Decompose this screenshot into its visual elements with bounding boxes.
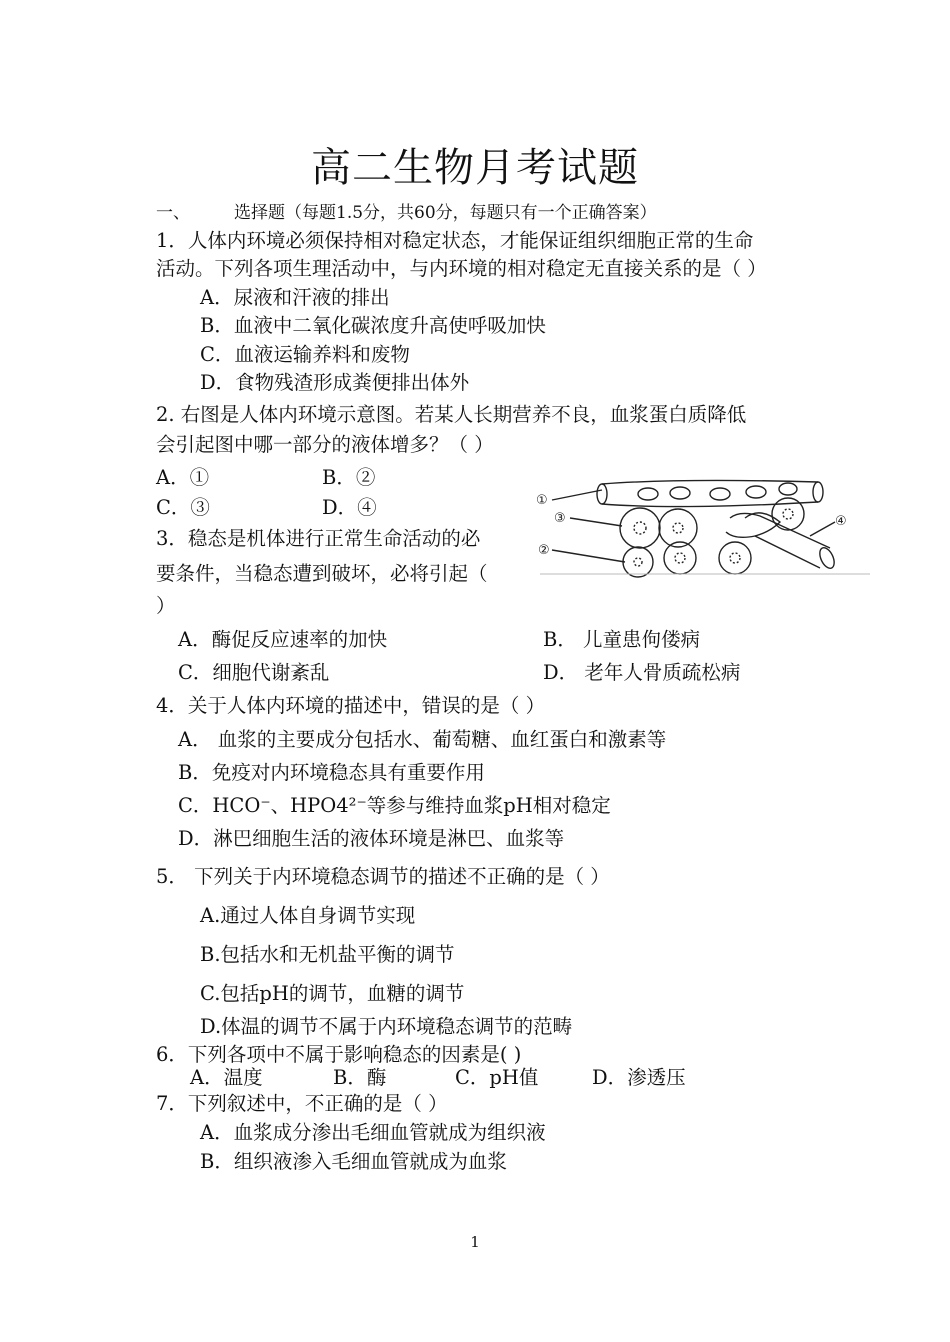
section-text: 选择题（每题1.5分，共60分，每题只有一个正确答案）	[234, 203, 657, 223]
q3-option-c: C．细胞代谢紊乱	[178, 661, 330, 684]
figure-label-3: ③	[554, 511, 566, 526]
q3-option-d: D． 老年人骨质疏松病	[543, 661, 741, 684]
q1-stem-line1: 1．人体内环境必须保持相对稳定状态，才能保证组织细胞正常的生命	[156, 229, 754, 252]
q4-stem: 4．关于人体内环境的描述中，错误的是（ ）	[156, 694, 546, 717]
q5-option-a: A.通过人体自身调节实现	[200, 904, 416, 927]
section-heading	[156, 202, 657, 224]
q2-option-a: A．①	[156, 466, 210, 489]
q7-option-b: B．组织液渗入毛细血管就成为血浆	[200, 1150, 507, 1173]
q6-option-c: C．pH值	[455, 1066, 539, 1089]
q3-option-a: A．酶促反应速率的加快	[178, 628, 388, 651]
q1-option-d: D．食物残渣形成粪便排出体外	[200, 371, 470, 394]
section-number: 一、	[156, 203, 190, 223]
q4-option-a: A． 血浆的主要成分包括水、葡萄糖、血红蛋白和激素等	[178, 728, 667, 751]
q2-stem-line2: 会引起图中哪一部分的液体增多？（ ）	[156, 433, 494, 456]
page-title: 高二生物月考试题	[311, 145, 639, 191]
q3-stem-line1: 3．稳态是机体进行正常生命活动的必	[156, 527, 481, 550]
q4-option-b: B．免疫对内环境稳态具有重要作用	[178, 761, 485, 784]
q5-stem: 5． 下列关于内环境稳态调节的描述不正确的是（ ）	[156, 865, 610, 888]
q6-option-b: B．酶	[333, 1066, 387, 1089]
q5-option-c: C.包括pH的调节，血糖的调节	[200, 982, 465, 1005]
q3-stem-line3: ）	[156, 594, 176, 617]
q5-option-b: B.包括水和无机盐平衡的调节	[200, 943, 455, 966]
q2-option-b: B．②	[322, 466, 376, 489]
q4-option-d: D．淋巴细胞生活的液体环境是淋巴、血浆等	[178, 827, 565, 850]
q1-option-a: A．尿液和汗液的排出	[200, 286, 390, 309]
internal-environment-diagram	[530, 470, 875, 580]
q1-stem-line2: 活动。下列各项生理活动中，与内环境的相对稳定无直接关系的是（ ）	[156, 257, 767, 280]
q6-option-d: D．渗透压	[592, 1066, 686, 1089]
figure-label-1: ①	[536, 493, 548, 508]
q1-option-b: B．血液中二氧化碳浓度升高使呼吸加快	[200, 314, 546, 337]
figure-label-2: ②	[538, 543, 550, 558]
q3-option-b: B． 儿童患佝偻病	[543, 628, 701, 651]
q6-stem: 6．下列各项中不属于影响稳态的因素是( )	[156, 1043, 522, 1066]
q2-option-c: C．③	[156, 496, 210, 519]
figure-label-4: ④	[835, 514, 847, 529]
q3-stem-line2: 要条件，当稳态遭到破坏，必将引起（	[156, 562, 488, 585]
q2-option-d: D．④	[322, 496, 377, 519]
q4-option-c: C．HCO⁻、HPO4²⁻等参与维持血浆pH相对稳定	[178, 794, 611, 817]
q7-option-a: A．血浆成分渗出毛细血管就成为组织液	[200, 1121, 546, 1144]
q2-stem-line1: 2. 右图是人体内环境示意图。若某人长期营养不良，血浆蛋白质降低	[156, 403, 747, 426]
page-number: 1	[470, 1233, 480, 1251]
q7-stem: 7．下列叙述中，不正确的是（ ）	[156, 1092, 448, 1115]
q1-option-c: C．血液运输养料和废物	[200, 343, 410, 366]
q6-option-a: A．温度	[190, 1066, 263, 1089]
q5-option-d: D.体温的调节不属于内环境稳态调节的范畴	[200, 1015, 573, 1038]
